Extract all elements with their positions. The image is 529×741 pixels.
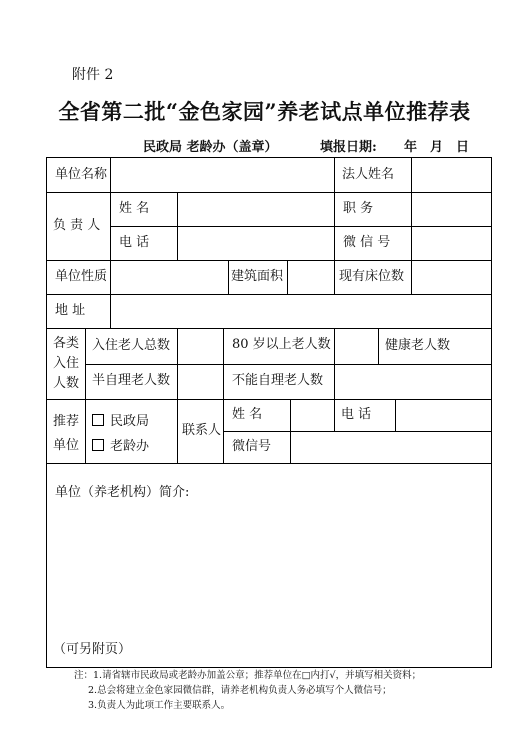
grid-line <box>223 431 491 432</box>
grid-line <box>411 158 412 260</box>
grid-line <box>110 260 111 294</box>
grid-line <box>334 158 335 260</box>
attachment-label: 附件 2 <box>72 67 114 83</box>
grid-line <box>110 294 111 328</box>
legal-person-label: 法人姓名 <box>342 167 395 182</box>
total-elders-label: 入住老人总数 <box>92 338 171 353</box>
elder-types-label-1: 各类 <box>53 336 80 351</box>
grid-line <box>334 328 335 399</box>
beds-label: 现有床位数 <box>339 269 405 284</box>
grid-line <box>287 260 288 294</box>
over-80-label: 80 岁以上老人数 <box>232 337 331 352</box>
grid-line <box>85 328 86 399</box>
phone-label: 电 话 <box>119 235 150 250</box>
wechat-label: 微 信 号 <box>343 235 391 250</box>
non-self-care-label: 不能自理老人数 <box>232 373 324 388</box>
unit-name-label: 单位名称 <box>55 167 108 182</box>
grid-line <box>177 192 178 260</box>
option-aging-office[interactable] <box>92 439 149 455</box>
healthy-elders-label: 健康老人数 <box>385 338 451 353</box>
grid-line <box>47 260 491 261</box>
checkbox-icon[interactable] <box>92 439 104 451</box>
grid-line <box>395 399 396 431</box>
grid-line <box>47 294 491 295</box>
contact-name-label: 姓 名 <box>232 407 263 422</box>
semi-self-care-label: 半自理老人数 <box>92 373 171 388</box>
grid-line <box>47 399 491 400</box>
grid-line <box>85 364 491 365</box>
form-title: 全省第二批“金色家园”养老试点单位推荐表 <box>58 99 471 124</box>
name-label: 姓 名 <box>119 201 150 216</box>
fill-year-label: 年 <box>404 140 418 155</box>
contact-person-label: 联系人 <box>182 423 222 438</box>
fill-day-label: 日 <box>456 140 470 155</box>
grid-line <box>177 399 178 463</box>
elder-types-label-2: 入住 <box>53 356 80 371</box>
footnote-3: 3.负责人为此项工作主要联系人。 <box>88 700 231 711</box>
grid-line <box>334 399 335 431</box>
grid-line <box>47 463 491 464</box>
grid-line <box>223 328 224 399</box>
address-label: 地 址 <box>55 303 86 318</box>
grid-line <box>47 328 491 329</box>
option-civil-affairs-label: 民政局 <box>110 414 150 429</box>
issuer-label: 民政局 老龄办（盖章） <box>143 140 278 155</box>
grid-line <box>85 399 86 463</box>
grid-line <box>411 260 412 294</box>
contact-phone-label: 电 话 <box>341 407 372 422</box>
person-in-charge-label: 负 责 人 <box>53 218 101 233</box>
footnote-1: 注：1.请省辖市民政局或老龄办加盖公章；推荐单位在□内打√，并填写相关资料； <box>74 670 422 681</box>
grid-line <box>223 399 224 463</box>
footnote-2: 2.总会将建立金色家园微信群，请养老机构负责人务必填写个人微信号； <box>88 685 392 696</box>
checkbox-icon[interactable] <box>92 414 104 426</box>
recommend-label-2: 单位 <box>53 438 80 453</box>
recommend-label-1: 推荐 <box>53 414 80 429</box>
option-civil-affairs[interactable] <box>92 414 149 430</box>
contact-wechat-label: 微信号 <box>232 439 272 454</box>
fill-month-label: 月 <box>430 140 444 155</box>
grid-line <box>290 399 291 463</box>
unit-nature-label: 单位性质 <box>55 269 108 284</box>
recommendation-form <box>46 157 492 668</box>
grid-line <box>177 328 178 399</box>
grid-line <box>334 260 335 294</box>
fill-date-label: 填报日期: <box>320 140 377 155</box>
grid-line <box>110 226 491 227</box>
grid-line <box>47 192 491 193</box>
extra-pages-note: （可另附页） <box>53 642 132 657</box>
grid-line <box>378 328 379 364</box>
option-aging-office-label: 老龄办 <box>110 439 150 454</box>
position-label: 职 务 <box>343 201 374 216</box>
grid-line <box>228 260 229 294</box>
building-area-label: 建筑面积 <box>231 269 284 284</box>
elder-types-label-3: 人数 <box>53 376 80 391</box>
footnotes <box>74 668 421 713</box>
intro-label: 单位（养老机构）简介: <box>55 485 190 500</box>
grid-line <box>110 158 111 260</box>
